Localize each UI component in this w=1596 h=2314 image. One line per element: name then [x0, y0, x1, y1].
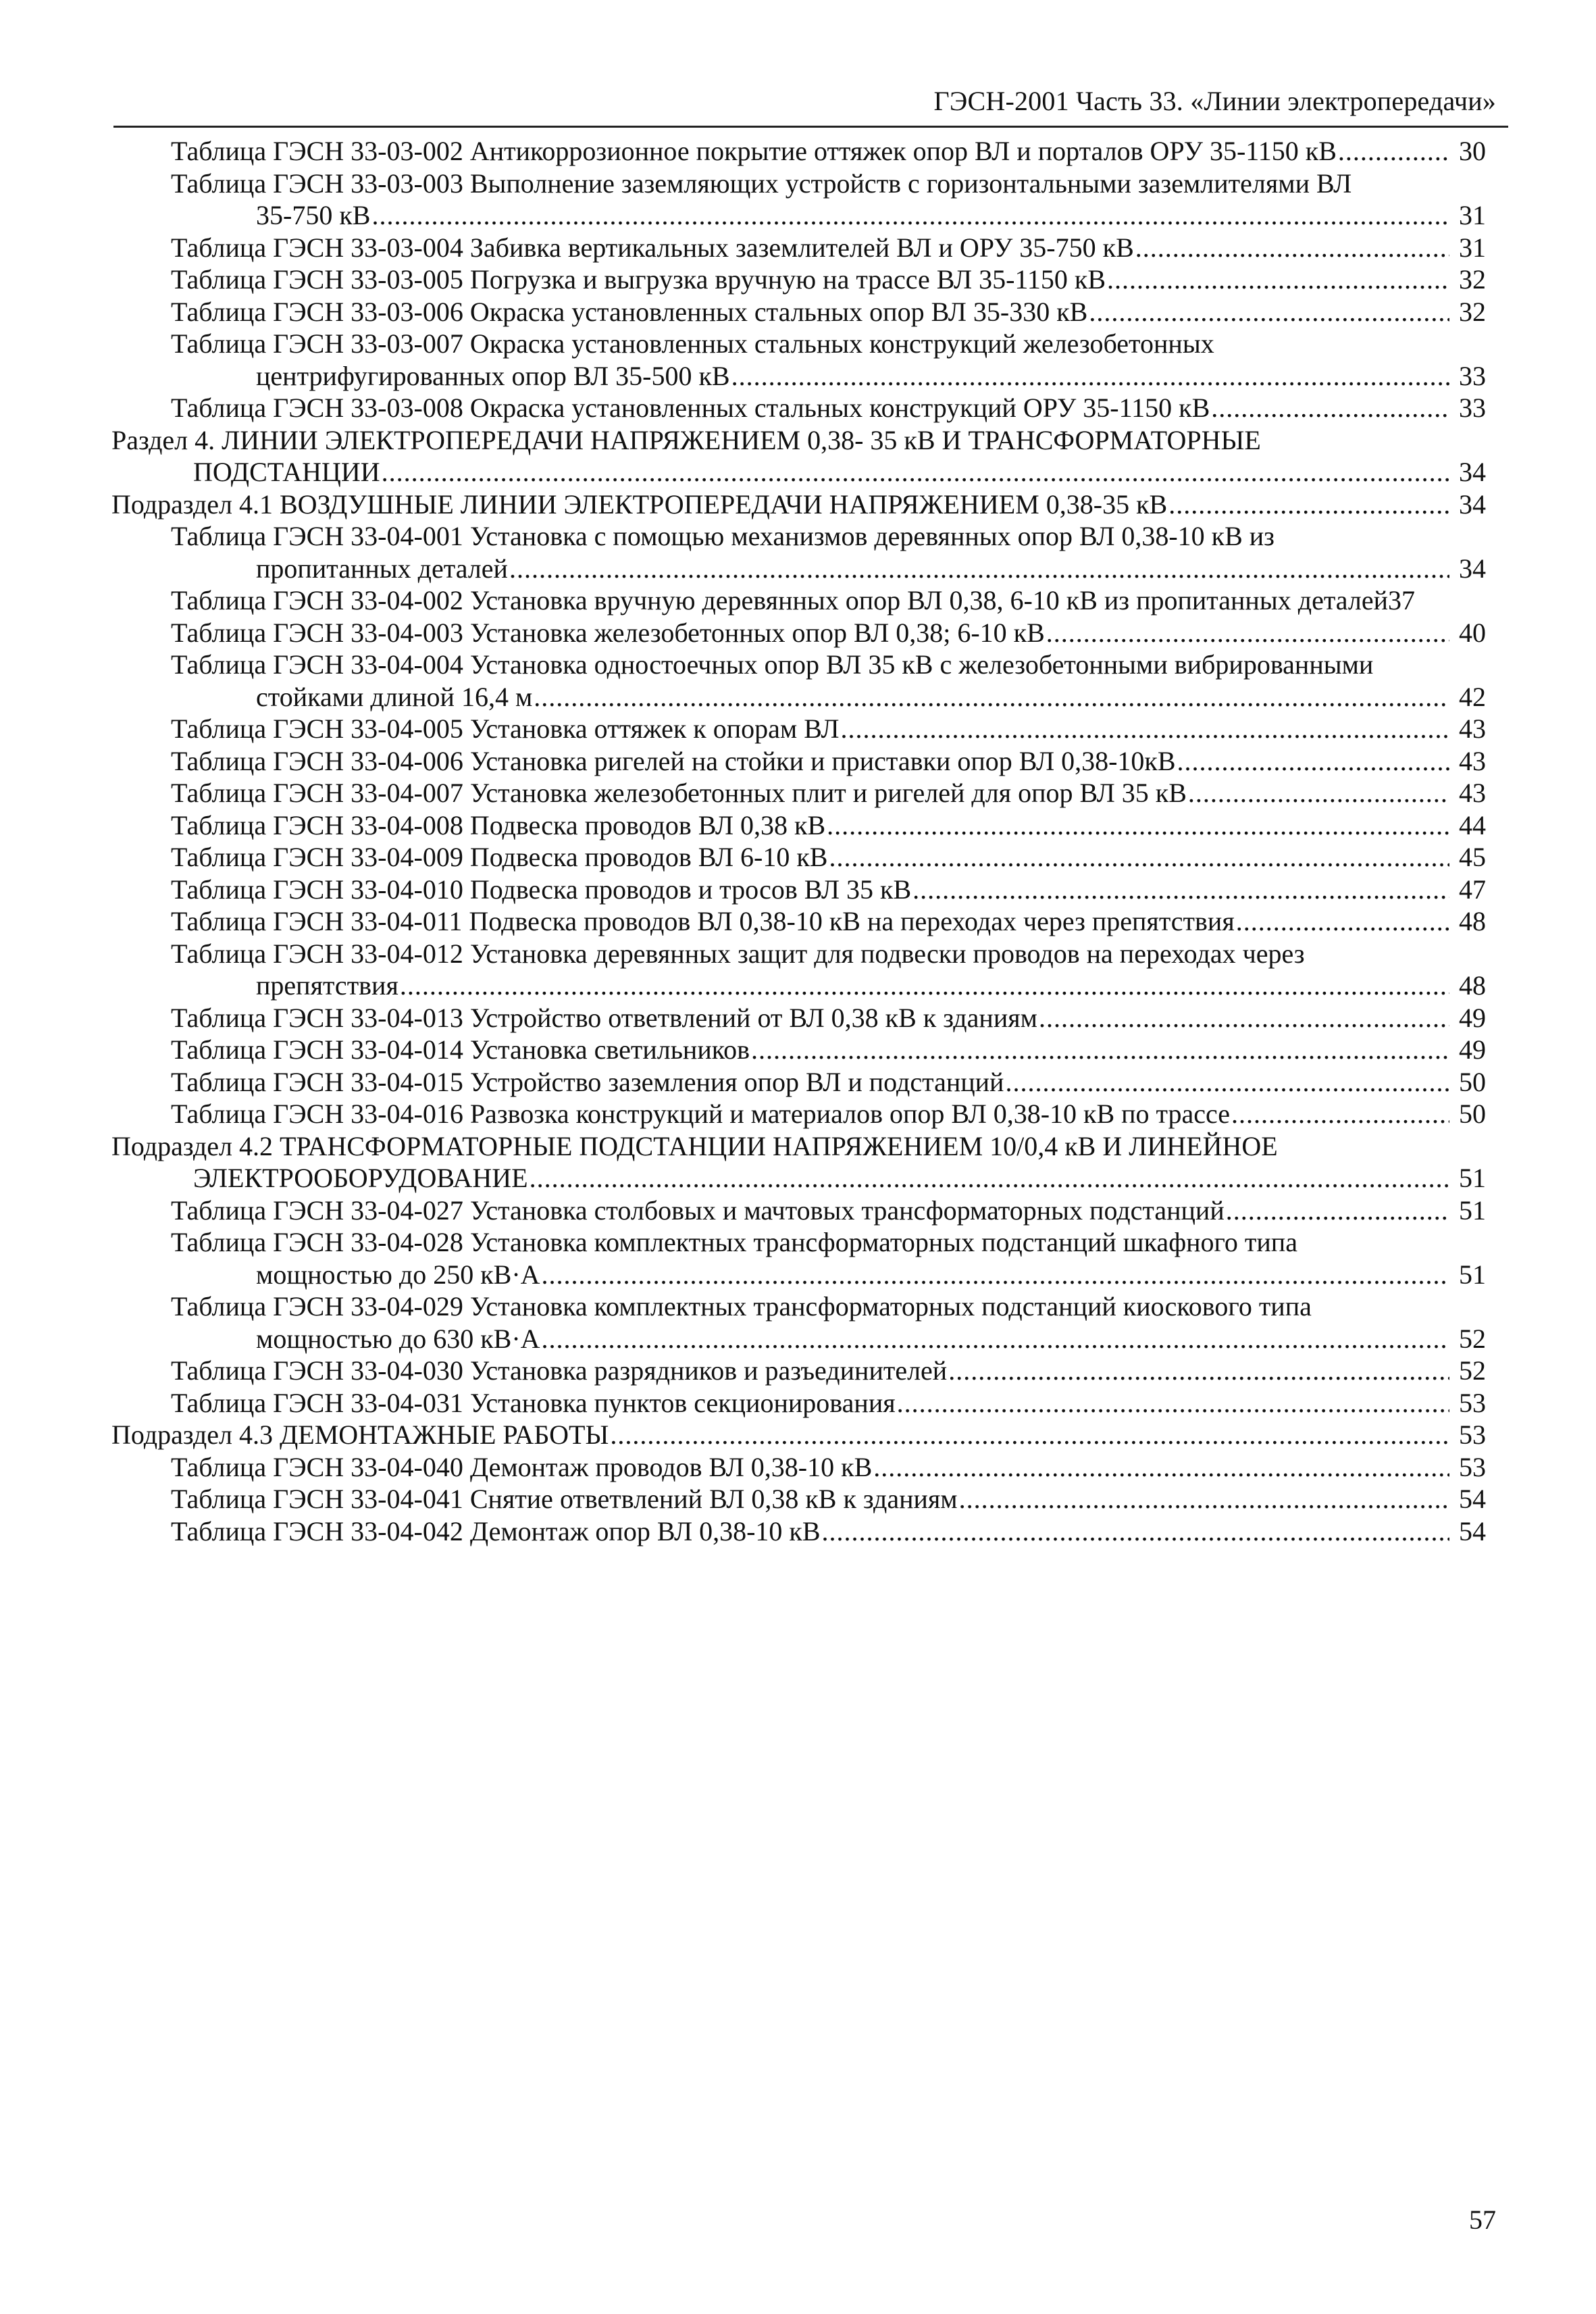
toc-dot-leader: [840, 713, 1449, 745]
toc-dot-leader: [1005, 1066, 1449, 1099]
toc-page-number: 33: [1459, 360, 1486, 391]
toc-dot-leader: [1168, 488, 1449, 521]
toc-entry-title-line: Таблица ГЭСН 33-04-002 Установка вручную деревянных опор ВЛ 0,38, 6-10 кВ из пропитанных деталей: [171, 585, 1389, 615]
toc-dot-leader: [542, 1323, 1449, 1355]
toc-page-number: 49: [1459, 1002, 1486, 1033]
toc-dot-leader: [1236, 905, 1449, 938]
toc-table-entry: [171, 328, 1486, 392]
toc-entry-title-line: Таблица ГЭСН 33-03-002 Антикоррозионное покрытие оттяжек опор ВЛ и порталов ОРУ 35-1150 кВ: [171, 136, 1337, 166]
toc-dot-leader: [1039, 1002, 1449, 1034]
toc-dot-leader: [1211, 392, 1449, 424]
toc-table-entry: [171, 874, 1486, 906]
toc-entry-title-line: Таблица ГЭСН 33-03-004 Забивка вертикальных заземлителей ВЛ и ОРУ 35-750 кВ: [171, 232, 1134, 263]
toc-entry-last-line: [171, 1483, 1486, 1515]
toc-table-entry: [171, 649, 1486, 713]
toc-subsection-entry: [111, 1130, 1486, 1194]
toc-subsection-entry: [111, 1419, 1486, 1451]
toc-table-entry: [171, 809, 1486, 842]
toc-dot-leader: [873, 1451, 1449, 1484]
toc-entry-last-line: [171, 1387, 1486, 1419]
toc-dot-leader: [400, 970, 1449, 1002]
toc-page-number: 45: [1459, 842, 1486, 872]
toc-page-number: 54: [1459, 1515, 1486, 1546]
toc-page-number: 49: [1459, 1034, 1486, 1065]
toc-entry-last-line: [171, 713, 1486, 745]
toc-entry-last-line: [171, 263, 1486, 296]
toc-entry-title-line: Подраздел 4.1 ВОЗДУШНЫЕ ЛИНИИ ЭЛЕКТРОПЕРЕДАЧИ НАПРЯЖЕНИЕМ 0,38-35 кВ: [111, 488, 1168, 520]
toc-page-number: 31: [1459, 200, 1486, 230]
toc-page-number: 48: [1459, 970, 1486, 1001]
toc-dot-leader: [829, 841, 1449, 874]
toc-entry-title-line: Таблица ГЭСН 33-04-014 Установка светильников: [171, 1034, 750, 1065]
toc-dot-leader: [1226, 1194, 1449, 1227]
toc-entry-last-line: [171, 681, 1486, 713]
toc-table-entry: [171, 520, 1486, 584]
toc-entry-title-line: Таблица ГЭСН 33-04-013 Устройство ответвлений от ВЛ 0,38 кВ к зданиям: [171, 1002, 1037, 1033]
toc-entry-last-line: [171, 809, 1486, 842]
toc-dot-leader: [382, 456, 1449, 488]
toc-table-entry: [171, 841, 1486, 874]
toc-entry-title-line: ЭЛЕКТРООБОРУДОВАНИЕ: [193, 1163, 528, 1193]
toc-entry-title-line: Таблица ГЭСН 33-04-004 Установка одностоечных опор ВЛ 35 кВ с железобетонными вибрированными: [171, 649, 1374, 680]
toc-dot-leader: [731, 360, 1449, 393]
toc-entry-title-line: Таблица ГЭСН 33-04-010 Подвеска проводов и тросов ВЛ 35 кВ: [171, 874, 912, 905]
toc-entry-title-line: Таблица ГЭСН 33-04-011 Подвеска проводов ВЛ 0,38-10 кВ на переходах через препятствия: [171, 906, 1235, 936]
toc-entry-last-line: [171, 777, 1486, 809]
toc-entry-last-line: [171, 1098, 1486, 1130]
toc-entry-title-line: пропитанных деталей: [256, 553, 508, 584]
toc-table-entry: [171, 1290, 1486, 1355]
toc-table-entry: [171, 617, 1486, 649]
toc-table-entry: [171, 745, 1486, 778]
toc-page-number: 50: [1459, 1066, 1486, 1097]
toc-entry-title-line: стойками длиной 16,4 м: [256, 681, 533, 712]
toc-page-number: 43: [1459, 778, 1486, 808]
toc-entry-last-line: [171, 874, 1486, 906]
toc-table-entry: [171, 1066, 1486, 1099]
toc-entry-last-line: [111, 488, 1486, 521]
toc-dot-leader: [530, 1162, 1449, 1194]
toc-dot-leader: [948, 1355, 1449, 1387]
toc-table-entry: [171, 1387, 1486, 1419]
toc-entry-title-line: Таблица ГЭСН 33-04-027 Установка столбовых и мачтовых трансформаторных подстанций: [171, 1194, 1225, 1226]
toc-entry-last-line: [171, 1515, 1486, 1548]
toc-entry-title-line: Таблица ГЭСН 33-04-029 Установка комплектных трансформаторных подстанций киоскового типа: [171, 1291, 1312, 1322]
toc-page-number: 54: [1459, 1484, 1486, 1514]
toc-page-number: 42: [1459, 681, 1486, 712]
toc-table-entry: [171, 168, 1486, 232]
toc-page-number: 50: [1459, 1099, 1486, 1129]
toc-entry-title-line: Таблица ГЭСН 33-04-015 Устройство заземления опор ВЛ и подстанций: [171, 1066, 1004, 1097]
toc-entry-title-line: мощностью до 250 кВ·А: [256, 1259, 540, 1290]
header-rule: [113, 126, 1508, 128]
toc-entry-last-line: [171, 392, 1486, 424]
toc-table-entry: [171, 938, 1486, 1002]
toc-page-number: 52: [1459, 1323, 1486, 1354]
toc-entry-title-line: Таблица ГЭСН 33-04-003 Установка железобетонных опор ВЛ 0,38; 6-10 кВ: [171, 617, 1045, 648]
toc-dot-leader: [959, 1483, 1449, 1515]
toc-entry-title-line: Таблица ГЭСН 33-03-003 Выполнение заземляющих устройств с горизонтальными заземлителями ВЛ: [171, 168, 1352, 199]
toc-dot-leader: [1135, 232, 1449, 264]
toc-entry-title-line: Таблица ГЭСН 33-03-005 Погрузка и выгрузка вручную на трассе ВЛ 35-1150 кВ: [171, 264, 1106, 295]
toc-entry-title-line: 35-750 кВ: [256, 200, 371, 230]
toc-page-number: 52: [1459, 1355, 1486, 1386]
toc-entry-title-line: Таблица ГЭСН 33-04-016 Развозка конструкций и материалов опор ВЛ 0,38-10 кВ по трассе: [171, 1099, 1231, 1129]
toc-table-entry: [171, 392, 1486, 424]
toc-table-entry: [171, 1034, 1486, 1066]
toc-entry-last-line: [171, 584, 1486, 617]
toc-entry-title-line: Таблица ГЭСН 33-04-008 Подвеска проводов ВЛ 0,38 кВ: [171, 809, 826, 840]
toc-entry-title-line: Подраздел 4.2 ТРАНСФОРМАТОРНЫЕ ПОДСТАНЦИИ НАПРЯЖЕНИЕМ 10/0,4 кВ И ЛИНЕЙНОЕ: [111, 1130, 1278, 1161]
toc-entry-last-line: [171, 232, 1486, 264]
toc-entry-title-line: Раздел 4. ЛИНИИ ЭЛЕКТРОПЕРЕДАЧИ НАПРЯЖЕНИЕМ 0,38- 35 кВ И ТРАНСФОРМАТОРНЫЕ: [111, 424, 1261, 455]
toc-entry-last-line: [171, 1355, 1486, 1387]
toc-entry-last-line: [171, 1451, 1486, 1484]
toc-table-entry: [171, 263, 1486, 296]
toc-page-number: 33: [1459, 393, 1486, 423]
toc-entry-last-line: [171, 970, 1486, 1002]
toc-page-number: 32: [1459, 296, 1486, 327]
toc-table-entry: [171, 1098, 1486, 1130]
toc-dot-leader: [1338, 135, 1449, 168]
toc-table-entry: [171, 905, 1486, 938]
toc-entry-last-line: [171, 135, 1486, 168]
toc-entry-title-line: ПОДСТАНЦИИ: [193, 457, 380, 487]
toc-table-entry: [171, 584, 1486, 617]
toc-page-number: 53: [1459, 1419, 1486, 1450]
toc-table-entry: [171, 232, 1486, 264]
toc-entry-last-line: [171, 360, 1486, 393]
toc-section-entry: [111, 424, 1486, 488]
toc-entry-last-line: [171, 1066, 1486, 1099]
page-number: 57: [1469, 2205, 1496, 2235]
toc-dot-leader: [1231, 1098, 1449, 1130]
toc-dot-leader: [912, 874, 1449, 906]
toc-entry-title-line: Таблица ГЭСН 33-04-042 Демонтаж опор ВЛ 0,38-10 кВ: [171, 1515, 821, 1546]
toc-entry-title-line: Таблица ГЭСН 33-04-001 Установка с помощью механизмов деревянных опор ВЛ 0,38-10 кВ из: [171, 521, 1275, 551]
running-header: ГЭСН-2001 Часть 33. «Линии электропередачи»: [933, 86, 1496, 116]
toc-dot-leader: [371, 199, 1449, 232]
toc-entry-title-line: Таблица ГЭСН 33-03-007 Окраска установленных стальных конструкций железобетонных: [171, 328, 1214, 359]
toc-entry-title-line: Таблица ГЭСН 33-04-040 Демонтаж проводов ВЛ 0,38-10 кВ: [171, 1451, 873, 1482]
toc-entry-title-line: Таблица ГЭСН 33-04-028 Установка комплектных трансформаторных подстанций шкафного типа: [171, 1227, 1297, 1257]
toc-entry-last-line: [171, 1194, 1486, 1227]
toc-entry-last-line: [111, 456, 1486, 488]
toc-dot-leader: [1107, 263, 1449, 296]
toc-page-number: 32: [1459, 264, 1486, 295]
toc-page-number: 44: [1459, 809, 1486, 840]
toc-table-entry: [171, 135, 1486, 168]
toc-entry-last-line: [171, 1002, 1486, 1034]
toc-entry-title-line: Таблица ГЭСН 33-04-031 Установка пунктов секционирования: [171, 1387, 896, 1418]
toc-entry-last-line: [171, 905, 1486, 938]
toc-page-number: 51: [1459, 1259, 1486, 1290]
toc-dot-leader: [1089, 296, 1449, 328]
toc-page-number: 51: [1459, 1163, 1486, 1193]
toc-entry-last-line: [111, 1419, 1486, 1451]
toc-entry-title-line: Таблица ГЭСН 33-04-041 Снятие ответвлений ВЛ 0,38 кВ к зданиям: [171, 1484, 958, 1514]
toc-table-entry: [171, 777, 1486, 809]
toc-dot-leader: [1188, 777, 1449, 809]
toc-entry-title-line: мощностью до 630 кВ·А: [256, 1323, 540, 1354]
toc-page-number: 53: [1459, 1387, 1486, 1418]
toc-subsection-entry: [111, 488, 1486, 521]
toc-table-entry: [171, 1226, 1486, 1290]
toc-entry-last-line: [171, 296, 1486, 328]
toc-dot-leader: [542, 1259, 1449, 1291]
toc-entry-title-line: Таблица ГЭСН 33-04-006 Установка ригелей на стойки и приставки опор ВЛ 0,38-10кВ: [171, 745, 1176, 776]
toc-page-number: 47: [1459, 874, 1486, 905]
toc-entry-last-line: [171, 553, 1486, 585]
toc-table-entry: [171, 1515, 1486, 1548]
toc-page-number: 34: [1459, 457, 1486, 487]
toc-entry-last-line: [171, 1323, 1486, 1355]
toc-dot-leader: [1177, 745, 1450, 778]
toc-table-entry: [171, 1451, 1486, 1484]
toc-page-number: 43: [1459, 745, 1486, 776]
toc-entry-title-line: центрифугированных опор ВЛ 35-500 кВ: [256, 360, 730, 391]
toc-dot-leader: [534, 681, 1449, 713]
toc-entry-last-line: [111, 1162, 1486, 1194]
toc-dot-leader: [1046, 617, 1449, 649]
toc-entry-title-line: Подраздел 4.3 ДЕМОНТАЖНЫЕ РАБОТЫ: [111, 1419, 609, 1450]
toc-dot-leader: [751, 1034, 1449, 1066]
toc-table-entry: [171, 1483, 1486, 1515]
toc-dot-leader: [509, 553, 1449, 585]
toc-entry-title-line: Таблица ГЭСН 33-04-009 Подвеска проводов ВЛ 6-10 кВ: [171, 842, 828, 872]
toc-entry-title-line: Таблица ГЭСН 33-04-030 Установка разрядников и разъединителей: [171, 1355, 948, 1386]
toc-table-entry: [171, 713, 1486, 745]
toc-entry-title-line: Таблица ГЭСН 33-03-008 Окраска установленных стальных конструкций ОРУ 35-1150 кВ: [171, 393, 1210, 423]
toc-page-number: 30: [1459, 136, 1486, 166]
table-of-contents: [111, 135, 1486, 1547]
toc-page-number: 40: [1459, 617, 1486, 648]
toc-page-number: 34: [1459, 553, 1486, 584]
toc-entry-last-line: [171, 617, 1486, 649]
toc-page-number: 48: [1459, 906, 1486, 936]
toc-entry-last-line: [171, 1034, 1486, 1066]
toc-table-entry: [171, 1194, 1486, 1227]
toc-table-entry: [171, 296, 1486, 328]
toc-page-number: 53: [1459, 1451, 1486, 1482]
toc-entry-last-line: [171, 841, 1486, 874]
toc-dot-leader: [610, 1419, 1449, 1451]
toc-entry-title-line: Таблица ГЭСН 33-04-012 Установка деревянных защит для подвески проводов на переходах через: [171, 938, 1305, 969]
toc-page-number: 31: [1459, 232, 1486, 263]
toc-page-number: 37: [1388, 585, 1416, 615]
toc-entry-last-line: [171, 1259, 1486, 1291]
toc-entry-last-line: [171, 745, 1486, 778]
toc-dot-leader: [827, 809, 1449, 842]
toc-page-number: 34: [1459, 488, 1486, 520]
toc-entry-title-line: Таблица ГЭСН 33-03-006 Окраска установленных стальных опор ВЛ 35-330 кВ: [171, 296, 1088, 327]
toc-entry-title-line: Таблица ГЭСН 33-04-007 Установка железобетонных плит и ригелей для опор ВЛ 35 кВ: [171, 778, 1187, 808]
toc-entry-last-line: [171, 199, 1486, 232]
toc-dot-leader: [897, 1387, 1449, 1419]
toc-entry-title-line: Таблица ГЭСН 33-04-005 Установка оттяжек к опорам ВЛ: [171, 713, 840, 744]
toc-table-entry: [171, 1355, 1486, 1387]
toc-page-number: 51: [1459, 1194, 1486, 1226]
toc-dot-leader: [822, 1515, 1449, 1548]
toc-page-number: 43: [1459, 713, 1486, 744]
toc-table-entry: [171, 1002, 1486, 1034]
toc-entry-title-line: препятствия: [256, 970, 398, 1001]
